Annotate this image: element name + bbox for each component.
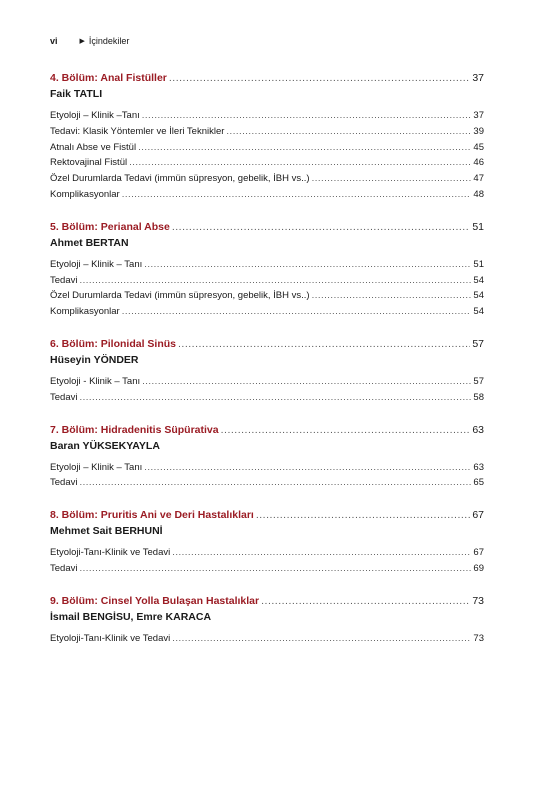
dot-leader [312,173,472,184]
chapter-author: Faik TATLI [50,88,103,100]
entry-page: 54 [473,290,484,302]
chapter-title: 8. Bölüm: Pruritis Ani ve Deri Hastalıkları [50,509,254,522]
entry-list [50,110,484,205]
dot-leader [256,509,470,521]
chapter-title: 6. Bölüm: Pilonidal Sinüs [50,337,177,350]
dot-leader [226,126,471,137]
chapter-page: 37 [472,72,484,84]
entry-title: Tedavi [50,274,78,286]
dot-leader [79,477,471,488]
toc-entry[interactable] [50,126,484,142]
dot-leader [122,306,472,317]
toc-entry[interactable] [50,173,484,189]
entry-title: Etyoloji - Klinik – Tanı [50,375,141,387]
entry-title: Etyoloji-Tanı-Klinik ve Tedavi [50,547,171,559]
dot-leader [79,563,471,574]
toc-entry[interactable] [50,259,484,275]
chapter-page: 73 [472,594,484,607]
chapter-author: Hüseyin YÖNDER [50,353,139,366]
entry-title: Özel Durumlarda Tedavi (immün süpresyon, gebelik, İBH vs..) [50,290,310,302]
entry-page: 39 [473,125,484,137]
toc-entry[interactable] [50,275,484,291]
dot-leader [122,189,472,200]
toc-entry[interactable] [50,290,484,306]
toc-chapter [50,595,484,649]
entry-title: Tedavi [50,477,78,489]
chapter-heading[interactable] [50,595,484,610]
entry-list [50,376,484,408]
section-title: İçindekiler [88,36,130,46]
toc-entry[interactable] [50,462,484,478]
entry-title: Tedavi [50,391,78,403]
chapter-page: 51 [472,220,484,233]
entry-title: Etyoloji – Klinik – Tanı [50,461,143,473]
entry-title: Etyoloji – Klinik –Tanı [50,110,140,121]
entry-title: Tedavi: Klasik Yöntemler ve İleri Teknikler [50,125,225,137]
dot-leader [169,72,470,84]
dot-leader [142,110,472,121]
dot-leader [144,259,471,270]
dot-leader [138,142,471,153]
chapter-heading[interactable] [50,221,484,236]
entry-page: 63 [473,461,484,473]
entry-page: 47 [473,173,484,185]
toc-entry[interactable] [50,392,484,408]
chapter-author: Mehmet Sait BERHUNİ [50,525,163,538]
chapter-author: İsmail BENGİSU, Emre KARACA [50,610,212,623]
entry-page: 46 [473,157,484,169]
entry-page: 51 [473,258,484,270]
entry-page: 37 [473,110,484,121]
toc-entry[interactable] [50,306,484,322]
chapter-author: Baran YÜKSEKYAYLA [50,439,160,452]
entry-list [50,547,484,579]
dot-leader [79,275,471,286]
toc-entry[interactable] [50,189,484,205]
entry-page: 48 [473,188,484,200]
entry-title: Etyoloji-Tanı-Klinik ve Tedavi [50,632,171,644]
toc-entry[interactable] [50,157,484,173]
chapter-heading[interactable] [50,509,484,524]
entry-page: 65 [473,477,484,489]
running-header [50,36,129,46]
toc-chapter [50,338,484,408]
triangle-right-icon: ▶ [79,38,85,45]
chapter-page: 63 [472,423,484,436]
dot-leader [221,424,471,436]
entry-page: 57 [473,375,484,387]
toc-entry[interactable] [50,547,484,563]
toc-entry[interactable] [50,142,484,158]
dot-leader [129,157,471,168]
chapter-title: 7. Bölüm: Hidradenitis Süpürativa [50,423,219,436]
dot-leader [172,221,471,233]
dot-leader [178,338,470,350]
chapter-title: 4. Bölüm: Anal Fistüller [50,72,167,84]
chapter-title: 9. Bölüm: Cinsel Yolla Bulaşan Hastalıklar [50,594,260,607]
toc-entry[interactable] [50,563,484,579]
toc-entry[interactable] [50,477,484,493]
entry-page: 73 [473,632,484,644]
entry-title: Atnalı Abse ve Fistül [50,141,137,153]
chapter-heading[interactable] [50,424,484,439]
entry-title: Komplikasyonlar [50,306,120,318]
chapter-title: 5. Bölüm: Perianal Abse [50,220,170,233]
entry-page: 54 [473,306,484,318]
entry-page: 58 [473,391,484,403]
chapter-heading[interactable] [50,72,484,87]
dot-leader [261,595,470,607]
toc-chapter [50,221,484,322]
entry-page: 69 [473,562,484,574]
chapter-heading[interactable] [50,338,484,353]
entry-list [50,259,484,322]
dot-leader [142,376,471,387]
chapter-page: 57 [472,337,484,350]
chapter-author: Ahmet BERTAN [50,236,129,249]
dot-leader [172,633,471,644]
entry-title: Rektovajinal Fistül [50,157,128,169]
entry-title: Özel Durumlarda Tedavi (immün süpresyon, gebelik, İBH vs..) [50,173,310,185]
entry-page: 54 [473,274,484,286]
toc-entry[interactable] [50,110,484,126]
entry-title: Tedavi [50,562,78,574]
toc-chapter [50,424,484,494]
toc-chapter [50,509,484,579]
entry-list [50,633,484,649]
dot-leader [79,392,471,403]
toc-chapter [50,72,484,205]
dot-leader [144,462,471,473]
table-of-contents [50,72,484,665]
entry-title: Komplikasyonlar [50,188,120,200]
dot-leader [312,290,472,301]
dot-leader [172,547,471,558]
entry-page: 45 [473,141,484,153]
entry-title: Etyoloji – Klinik – Tanı [50,258,143,270]
chapter-page: 67 [472,509,484,522]
entry-page: 67 [473,547,484,559]
page-number: vi [50,36,58,46]
toc-entry[interactable] [50,633,484,649]
entry-list [50,462,484,494]
toc-entry[interactable] [50,376,484,392]
